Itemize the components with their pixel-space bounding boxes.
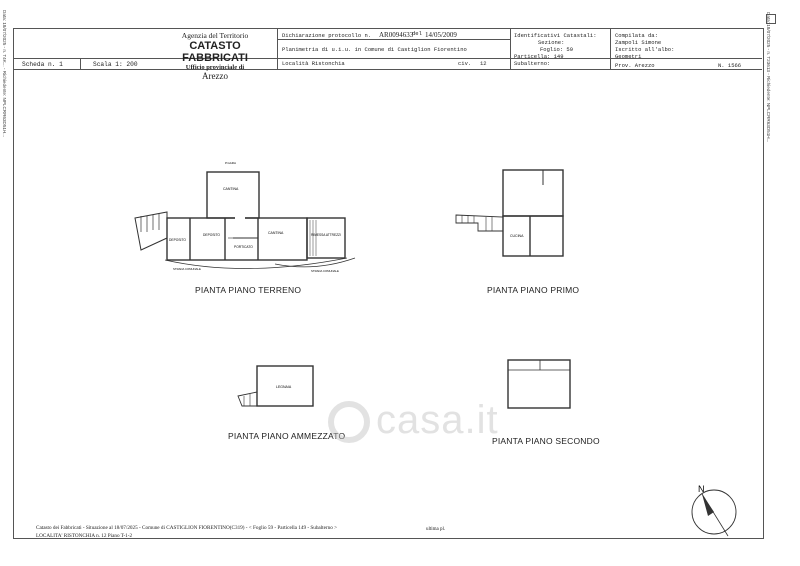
- room-label: PORTICATO: [234, 245, 253, 249]
- road-label: STRADA COMUNALE: [173, 267, 201, 271]
- room-label: CUCINA: [510, 234, 524, 238]
- scale-label: Scala 1: 200: [93, 61, 138, 68]
- plan-wall: [508, 360, 570, 408]
- mezzanine-plan: [232, 362, 342, 422]
- left-vertical-stamp: Data: 18/07/2025 - n. T4K... - Richiedente: NPLCRR63D51H...: [2, 10, 7, 138]
- province-label: Prov. Arezzo: [615, 62, 655, 69]
- sheet-label: Foglio: 59: [540, 46, 574, 53]
- room-label: DEPOSITO: [203, 233, 220, 237]
- registered-label: Iscritto all'albo:: [615, 46, 675, 53]
- room-label: CANTINA: [223, 187, 239, 191]
- compass: [688, 480, 748, 540]
- document-title: CATASTO FABBRICATI: [182, 40, 248, 64]
- registry-number: N. 1566: [718, 62, 742, 69]
- cadastral-ids-label: Identificativi Catastali:: [514, 32, 597, 39]
- first-floor-plan: [448, 165, 588, 265]
- registry-name: Geometri: [615, 53, 642, 60]
- plan-wall: [503, 170, 563, 216]
- room-label: RIMESSA ATTREZZI: [311, 233, 341, 237]
- compass-arrow-icon: [702, 494, 714, 516]
- drawing-frame: [13, 28, 764, 539]
- office-city: Arezzo: [202, 71, 228, 81]
- civ-label: civ.: [458, 60, 472, 67]
- plan-wall: [307, 218, 345, 258]
- staircase-outline: [135, 212, 167, 250]
- subaltern-label: Subalterno:: [514, 60, 551, 67]
- mezzanine-title: PIANTA PIANO AMMEZZATO: [228, 431, 346, 441]
- compass-north: N: [698, 484, 705, 494]
- room-label: DEPOSITO: [169, 238, 186, 242]
- compiler-block: [615, 32, 674, 60]
- header-separator: [80, 58, 81, 69]
- header-separator: [277, 28, 278, 69]
- compiled-by-label: Compilata da:: [615, 32, 658, 39]
- header-separator: [510, 28, 511, 69]
- corner-mark: [766, 14, 776, 24]
- footer-line-2: LOCALITA' RISTONCHIA n. 12 Piano T-1-2: [36, 533, 133, 539]
- footer-stamp: ultima pl.: [426, 527, 446, 532]
- yard-label: P.GARA: [225, 161, 236, 165]
- compiler-name: Zampoli Simone: [615, 39, 662, 46]
- date-label: del: [412, 30, 422, 37]
- planimetry-text: Planimetria di u.i.u. in Comune di Castiglion Fiorentino: [282, 46, 467, 53]
- second-floor-title: PIANTA PIANO SECONDO: [492, 436, 600, 446]
- parcel-label: Particella: 149: [514, 53, 564, 60]
- declaration-date: 14/05/2009: [425, 31, 457, 39]
- locality: Località Ristonchia: [282, 60, 345, 67]
- cadastral-ids: [514, 32, 597, 60]
- watermark-logo-icon: [328, 401, 370, 443]
- plan-wall: [207, 172, 259, 218]
- right-vertical-stamp: Data: 18/07/2025 - n. T23613 - Richiedente: NPLCRR63D51H...: [766, 12, 771, 143]
- office-label: Ufficio provinciale di: [185, 64, 245, 71]
- civ-value: 12: [480, 60, 487, 67]
- protocol-number: AR0094633: [379, 31, 414, 39]
- stair-outline: [456, 215, 503, 231]
- ground-floor-title: PIANTA PIANO TERRENO: [195, 285, 302, 295]
- agency-block: [155, 31, 275, 81]
- header-divider-bottom: [13, 69, 762, 70]
- room-label: CANTINA: [268, 231, 284, 235]
- header-divider: [277, 39, 511, 40]
- declaration-label: Dichiarazione protocollo n.: [282, 32, 372, 39]
- brand-watermark: [328, 398, 499, 443]
- header-separator: [610, 28, 611, 69]
- agency-name: Agenzia del Territorio: [181, 31, 249, 40]
- road-label: STRADA COMUNALE: [311, 269, 339, 273]
- watermark-text: casa.it: [376, 398, 499, 442]
- footer-line-1: Catasto dei Fabbricati - Situazione al 18/07/2025 - Comune di CASTIGLION FIORENTINO(C319) - < Foglio 59 - Particella 149 - Subalterno >: [36, 525, 338, 531]
- ground-floor-plan: [125, 160, 365, 280]
- stair-outline: [238, 392, 257, 406]
- section-label: Sezione:: [538, 39, 565, 46]
- plan-wall: [167, 218, 307, 260]
- room-label: LEGNAIA: [276, 385, 292, 389]
- second-floor-plan: [500, 356, 580, 416]
- first-floor-title: PIANTA PIANO PRIMO: [487, 285, 580, 295]
- sheet-number: Scheda n. 1: [22, 61, 63, 68]
